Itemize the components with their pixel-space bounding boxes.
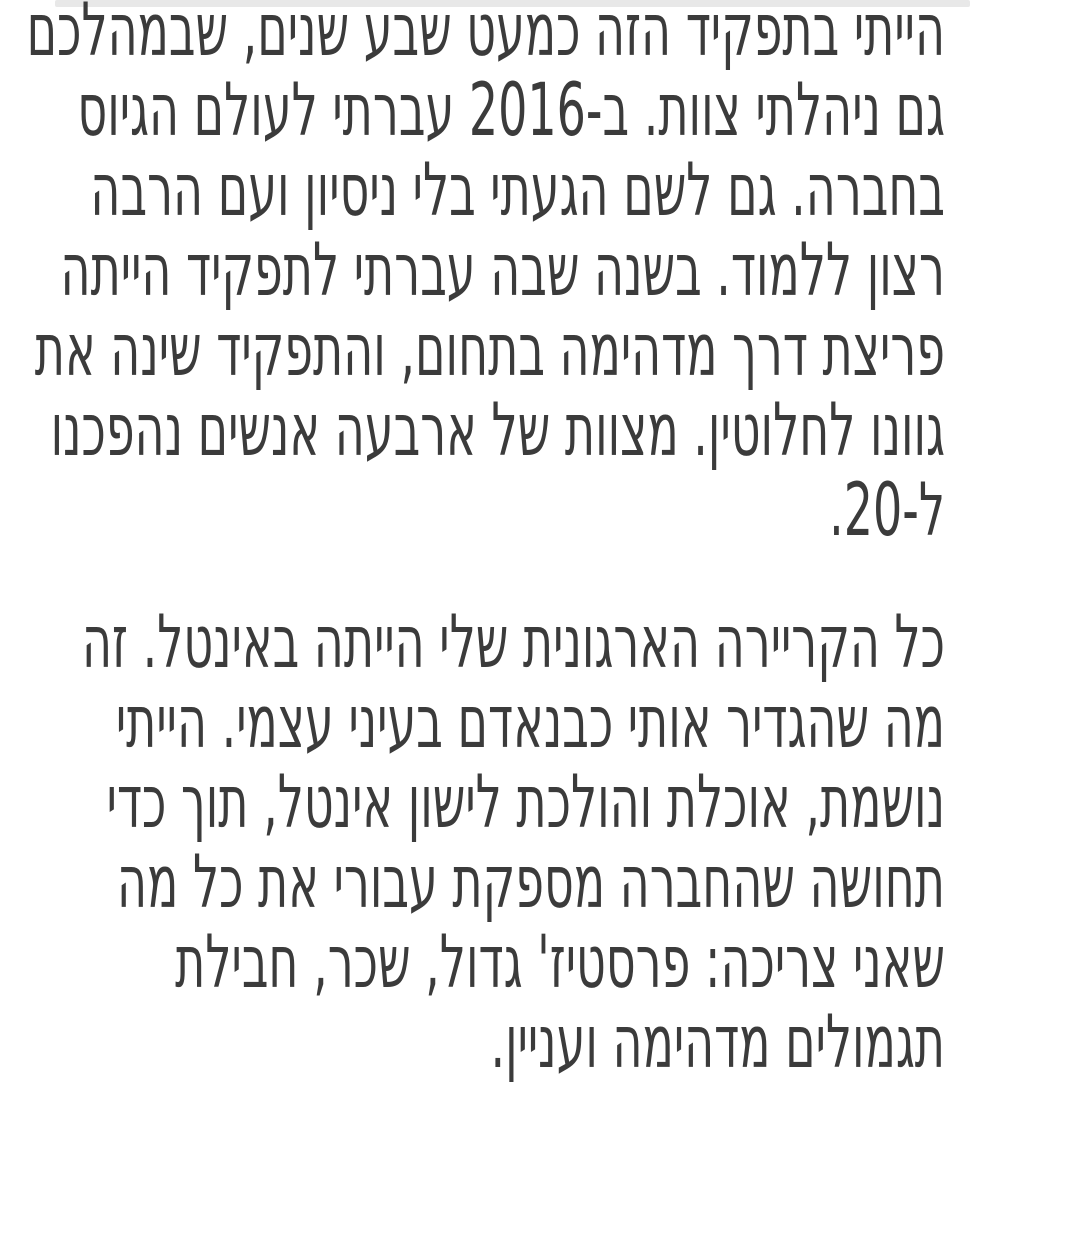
text-line: גם ניהלתי צוות. ב-2016 עברתי לעולם הגיוס — [77, 68, 945, 153]
text-line: הייתי בתפקיד הזה כמעט שבע שנים, שבמהלכם — [26, 0, 946, 73]
text-line: תגמולים מדהימה ועניין. — [490, 1000, 945, 1085]
article-body — [25, 0, 945, 1083]
text-line: מה שהגדיר אותי כבנאדם בעיני עצמי. הייתי — [115, 680, 945, 765]
paragraph-2 — [25, 600, 946, 1085]
paragraph-1 — [25, 0, 945, 551]
text-line: פריצת דרך מדהימה בתחום, והתפקיד שינה את — [34, 308, 945, 393]
text-line: כל הקריירה הארגונית שלי הייתה באינטל. זה — [81, 600, 945, 685]
text-line: נושמת, אוכלת והולכת לישון אינטל, תוך כדי — [106, 760, 946, 845]
text-line: שאני צריכה: פרסטיז' גדול, שכר, חבילת — [175, 920, 946, 1005]
text-line: בחברה. גם לשם הגעתי בלי ניסיון ועם הרבה — [90, 148, 945, 233]
text-line: גוונו לחלוטין. מצוות של ארבעה אנשים נהפכנו — [50, 388, 945, 473]
text-line: ל-20. — [829, 468, 945, 553]
text-line: תחושה שהחברה מספקת עבורי את כל מה — [117, 840, 946, 925]
text-line: רצון ללמוד. בשנה שבה עברתי לתפקיד הייתה — [60, 228, 945, 313]
